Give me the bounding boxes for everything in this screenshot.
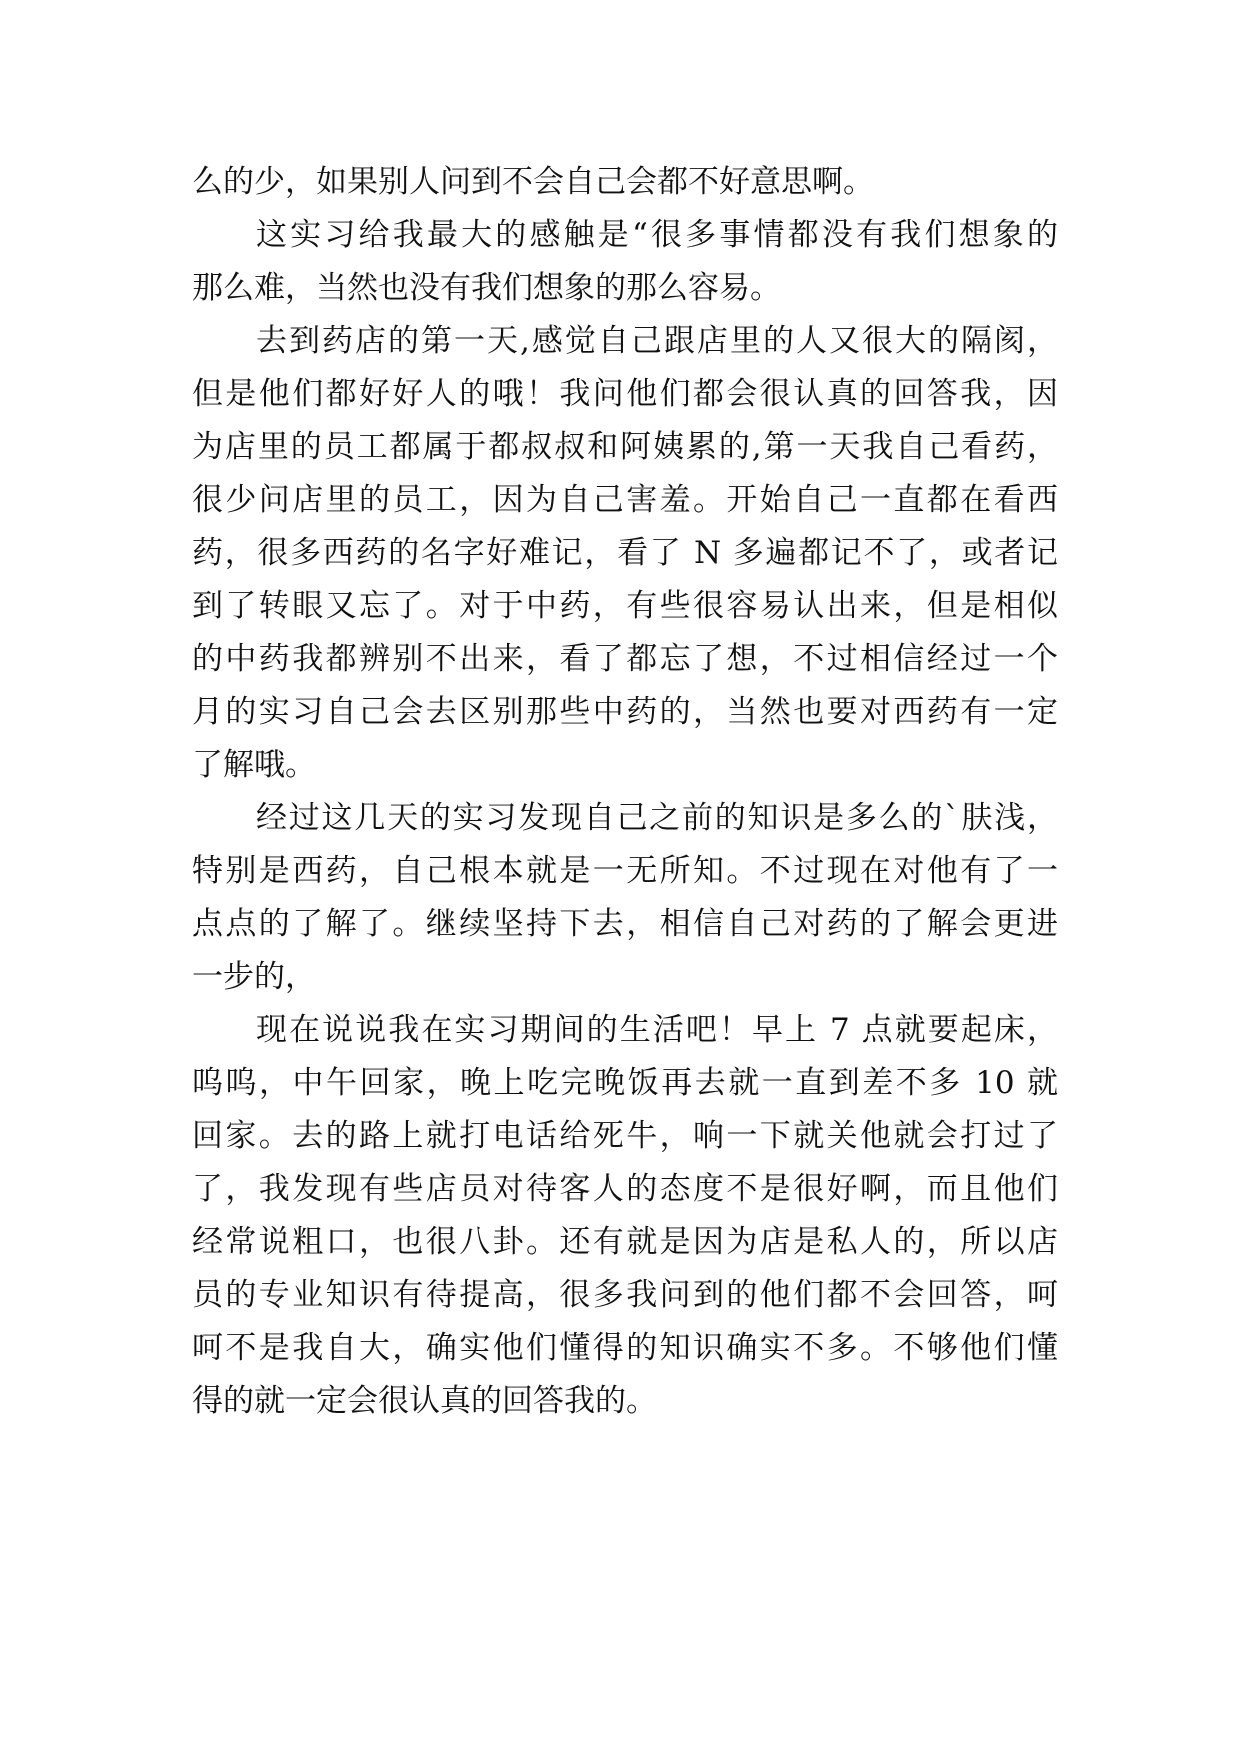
document-page bbox=[192, 156, 1058, 1428]
text-line: 了，我发现有些店员对待客人的态度不是很好啊，而且他们 bbox=[192, 1171, 1058, 1207]
text-line: 但是他们都好好人的哦！我问他们都会很认真的回答我，因 bbox=[192, 376, 1058, 412]
paragraph bbox=[192, 156, 1058, 209]
text-line: 现在说说我在实习期间的生活吧！早上 7 点就要起床， bbox=[256, 1012, 1058, 1048]
text-line: 那么难，当然也没有我们想象的那么容易。 bbox=[192, 270, 781, 306]
text-line: 呵不是我自大，确实他们懂得的知识确实不多。不够他们懂 bbox=[192, 1330, 1058, 1366]
text-line: 药，很多西药的名字好难记，看了 N 多遍都记不了，或者记 bbox=[192, 535, 1058, 571]
text-line: 去到药店的第一天,感觉自己跟店里的人又很大的隔阂， bbox=[256, 323, 1058, 359]
text-line: 这实习给我最大的感触是“很多事情都没有我们想象的 bbox=[256, 217, 1058, 253]
text-line: 点点的了解了。继续坚持下去，相信自己对药的了解会更进 bbox=[192, 906, 1058, 942]
text-line: 月的实习自己会去区别那些中药的，当然也要对西药有一定 bbox=[192, 694, 1058, 730]
paragraph bbox=[192, 792, 1058, 1004]
text-line: 为店里的员工都属于都叔叔和阿姨累的,第一天我自己看药， bbox=[192, 429, 1058, 465]
text-line: 的中药我都辨别不出来，看了都忘了想，不过相信经过一个 bbox=[192, 641, 1058, 677]
paragraph bbox=[192, 1004, 1058, 1428]
text-line: 经常说粗口，也很八卦。还有就是因为店是私人的，所以店 bbox=[192, 1224, 1058, 1260]
text-line: 特别是西药，自己根本就是一无所知。不过现在对他有了一 bbox=[192, 853, 1058, 889]
text-line: 了解哦。 bbox=[192, 747, 316, 783]
text-line: 呜呜，中午回家，晚上吃完晚饭再去就一直到差不多 10 就 bbox=[192, 1065, 1058, 1101]
paragraph bbox=[192, 209, 1058, 315]
text-line: 员的专业知识有待提高，很多我问到的他们都不会回答，呵 bbox=[192, 1277, 1058, 1313]
text-line: 得的就一定会很认真的回答我的。 bbox=[192, 1383, 657, 1419]
paragraph bbox=[192, 315, 1058, 792]
text-line: 一步的， bbox=[192, 959, 316, 995]
text-line: 很少问店里的员工，因为自己害羞。开始自己一直都在看西 bbox=[192, 482, 1058, 518]
text-line: 回家。去的路上就打电话给死牛，响一下就关他就会打过了 bbox=[192, 1118, 1058, 1154]
text-line: 到了转眼又忘了。对于中药，有些很容易认出来，但是相似 bbox=[192, 588, 1058, 624]
text-line: 经过这几天的实习发现自己之前的知识是多么的`肤浅， bbox=[256, 800, 1058, 836]
text-line: 么的少，如果别人问到不会自己会都不好意思啊。 bbox=[192, 164, 874, 200]
